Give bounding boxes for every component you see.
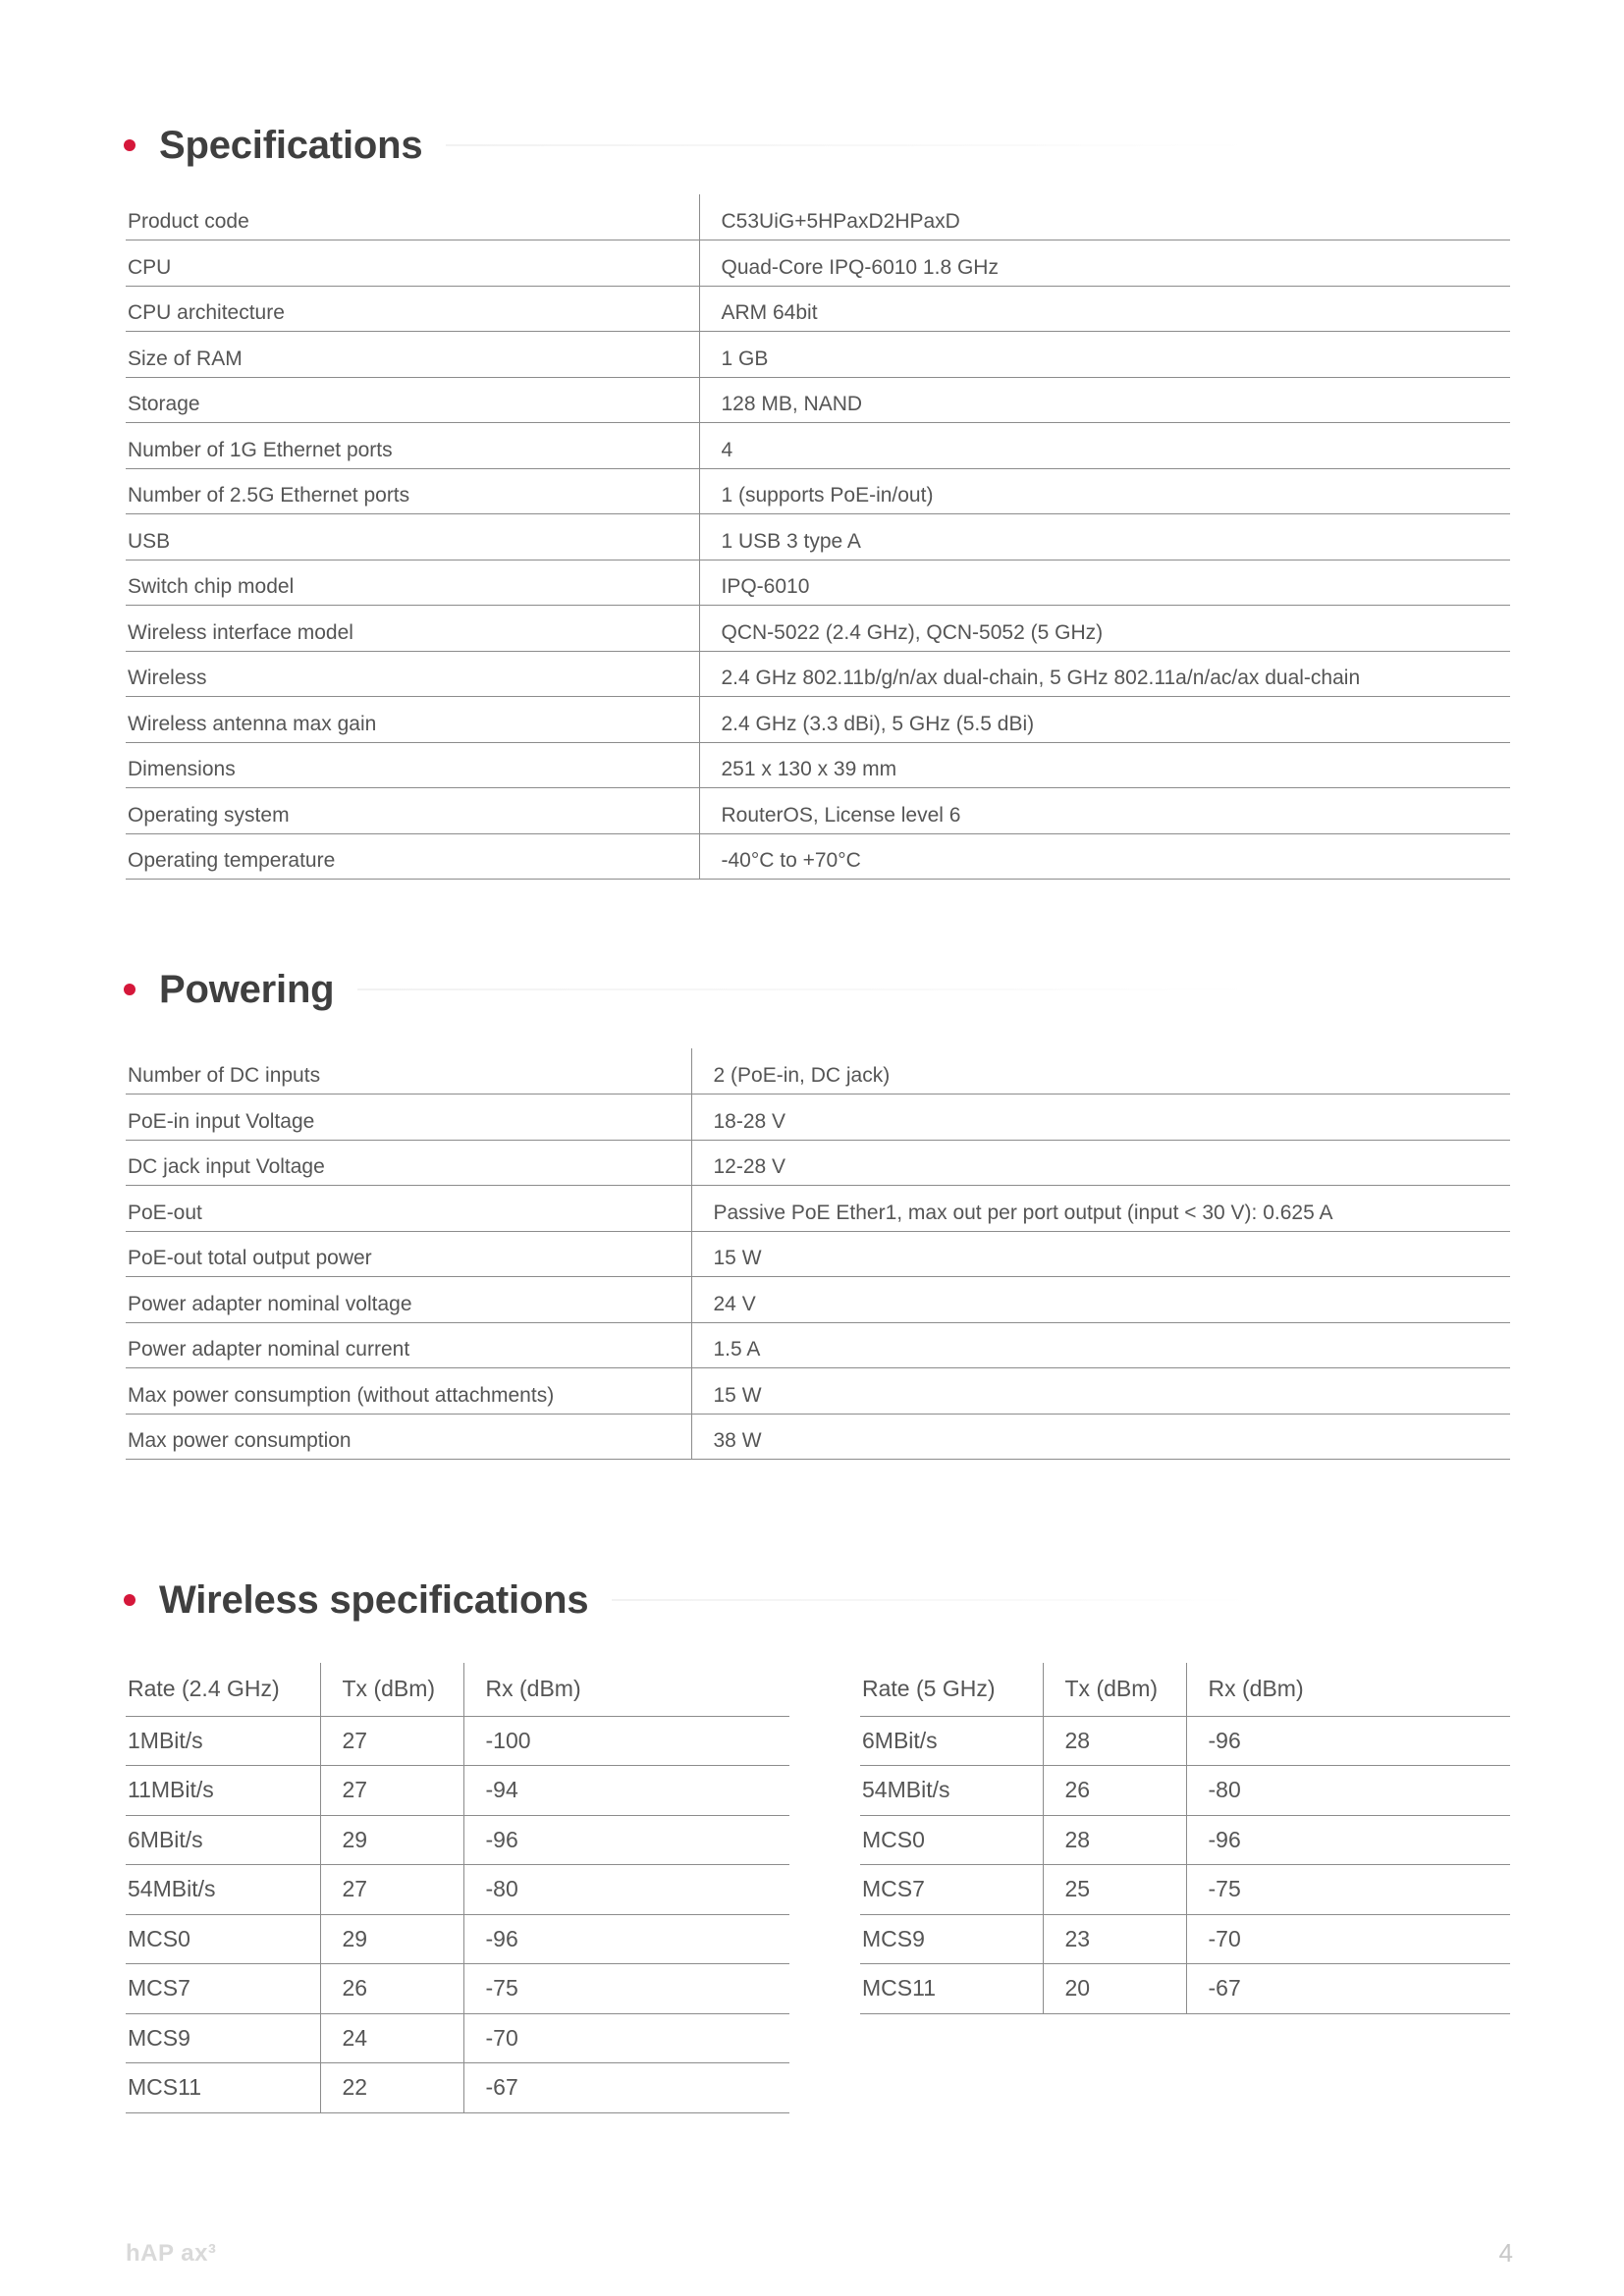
rate-cell: MCS0 (860, 1815, 1043, 1865)
rx-cell: -67 (1186, 1964, 1510, 2014)
spec-value: 18-28 V (691, 1095, 1510, 1141)
spec-label: Storage (126, 377, 699, 423)
rate-cell: MCS11 (126, 2063, 320, 2113)
tx-cell: 26 (320, 1964, 463, 2014)
rate-cell: MCS9 (860, 1914, 1043, 1964)
table-row (126, 1322, 1510, 1368)
spec-value: C53UiG+5HPaxD2HPaxD (699, 194, 1510, 240)
table-row (126, 240, 1510, 287)
rate-cell: 11MBit/s (126, 1766, 320, 1816)
table-row (126, 833, 1510, 880)
spec-value: 24 V (691, 1277, 1510, 1323)
title-divider (446, 144, 1253, 146)
tx-cell: 27 (320, 1716, 463, 1766)
tx-cell: 29 (320, 1914, 463, 1964)
spec-value: 12-28 V (691, 1140, 1510, 1186)
table-row (126, 1095, 1510, 1141)
rx-cell: -80 (463, 1865, 789, 1915)
table-row (126, 697, 1510, 743)
spec-label: Size of RAM (126, 332, 699, 378)
table-row (860, 1716, 1510, 1766)
powering-header (124, 960, 1508, 1019)
spec-label: Product code (126, 194, 699, 240)
table-row (126, 1277, 1510, 1323)
spec-value: 1 (supports PoE-in/out) (699, 468, 1510, 514)
table-row (860, 1815, 1510, 1865)
rate-cell: MCS7 (860, 1865, 1043, 1915)
table-row (126, 560, 1510, 606)
rate-cell: 6MBit/s (126, 1815, 320, 1865)
tx-cell: 22 (320, 2063, 463, 2113)
rate-cell: 54MBit/s (860, 1766, 1043, 1816)
spec-value: Quad-Core IPQ-6010 1.8 GHz (699, 240, 1510, 287)
table-row (126, 423, 1510, 469)
table-row (126, 377, 1510, 423)
table-header-row (126, 1663, 789, 1716)
rate-cell: 6MBit/s (860, 1716, 1043, 1766)
spec-value: Passive PoE Ether1, max out per port output (input < 30 V): 0.625 A (691, 1186, 1510, 1232)
bullet-icon (124, 984, 135, 995)
wireless-title: Wireless specifications (159, 1577, 589, 1622)
tx-cell: 28 (1043, 1815, 1186, 1865)
rx-cell: -94 (463, 1766, 789, 1816)
spec-value: 1 GB (699, 332, 1510, 378)
spec-label: Max power consumption (without attachments) (126, 1368, 691, 1415)
spec-label: Switch chip model (126, 560, 699, 606)
specifications-rows (126, 194, 1510, 880)
spec-label: Power adapter nominal voltage (126, 1277, 691, 1323)
spec-label: Number of 1G Ethernet ports (126, 423, 699, 469)
spec-label: Number of DC inputs (126, 1048, 691, 1095)
rx-cell: -75 (463, 1964, 789, 2014)
spec-label: Number of 2.5G Ethernet ports (126, 468, 699, 514)
title-divider (612, 1599, 1253, 1601)
table-row (126, 2063, 789, 2113)
tx-cell: 29 (320, 1815, 463, 1865)
table-row (126, 286, 1510, 332)
table-header-row (860, 1663, 1510, 1716)
spec-value: ARM 64bit (699, 286, 1510, 332)
wireless-5ghz-table (860, 1663, 1510, 2014)
powering-table (126, 1048, 1510, 1460)
powering-title: Powering (159, 967, 335, 1011)
rate-cell: 54MBit/s (126, 1865, 320, 1915)
spec-value: 2.4 GHz (3.3 dBi), 5 GHz (5.5 dBi) (699, 697, 1510, 743)
rx-cell: -80 (1186, 1766, 1510, 1816)
tx-cell: 27 (320, 1766, 463, 1816)
spec-label: Operating system (126, 788, 699, 834)
rx-cell: -70 (1186, 1914, 1510, 1964)
table-row (126, 1914, 789, 1964)
table-row (126, 1815, 789, 1865)
table-row (860, 1865, 1510, 1915)
title-divider (357, 988, 1253, 990)
table-row (126, 1048, 1510, 1095)
table-row (126, 1140, 1510, 1186)
rate-cell: MCS0 (126, 1914, 320, 1964)
rx-cell: -70 (463, 2013, 789, 2063)
rx-cell: -96 (463, 1914, 789, 1964)
tx-cell: 27 (320, 1865, 463, 1915)
specifications-table (126, 194, 1510, 880)
table-row (126, 1231, 1510, 1277)
column-header: Tx (dBm) (320, 1663, 463, 1716)
column-header: Tx (dBm) (1043, 1663, 1186, 1716)
table-row (126, 1865, 789, 1915)
bullet-icon (124, 1594, 135, 1606)
spec-value: 1 USB 3 type A (699, 514, 1510, 561)
table-row (860, 1964, 1510, 2014)
table-row (126, 788, 1510, 834)
rate-cell: MCS9 (126, 2013, 320, 2063)
spec-label: CPU architecture (126, 286, 699, 332)
rx-cell: -67 (463, 2063, 789, 2113)
table-row (126, 742, 1510, 788)
wireless-header (124, 1571, 1508, 1629)
rate-cell: MCS7 (126, 1964, 320, 2014)
spec-value: RouterOS, License level 6 (699, 788, 1510, 834)
column-header: Rx (dBm) (1186, 1663, 1510, 1716)
tx-cell: 23 (1043, 1914, 1186, 1964)
spec-label: CPU (126, 240, 699, 287)
rx-cell: -75 (1186, 1865, 1510, 1915)
table-row (126, 651, 1510, 697)
spec-value: 15 W (691, 1368, 1510, 1415)
table-row (126, 606, 1510, 652)
rx-cell: -96 (463, 1815, 789, 1865)
bullet-icon (124, 139, 135, 151)
rx-cell: -100 (463, 1716, 789, 1766)
spec-value: 38 W (691, 1414, 1510, 1460)
tx-cell: 20 (1043, 1964, 1186, 2014)
spec-value: QCN-5022 (2.4 GHz), QCN-5052 (5 GHz) (699, 606, 1510, 652)
table-row (860, 1914, 1510, 1964)
table-row (126, 468, 1510, 514)
table-row (126, 2013, 789, 2063)
table-row (126, 332, 1510, 378)
tx-cell: 25 (1043, 1865, 1186, 1915)
rate-cell: 1MBit/s (126, 1716, 320, 1766)
spec-value: 2.4 GHz 802.11b/g/n/ax dual-chain, 5 GHz 802.11a/n/ac/ax dual-chain (699, 651, 1510, 697)
spec-value: 128 MB, NAND (699, 377, 1510, 423)
spec-value: 15 W (691, 1231, 1510, 1277)
table-row (126, 1186, 1510, 1232)
rx-cell: -96 (1186, 1815, 1510, 1865)
spec-value: 251 x 130 x 39 mm (699, 742, 1510, 788)
rx-cell: -96 (1186, 1716, 1510, 1766)
spec-label: PoE-in input Voltage (126, 1095, 691, 1141)
spec-label: Max power consumption (126, 1414, 691, 1460)
spec-value: 1.5 A (691, 1322, 1510, 1368)
column-header: Rate (5 GHz) (860, 1663, 1043, 1716)
spec-value: 4 (699, 423, 1510, 469)
tx-cell: 24 (320, 2013, 463, 2063)
specifications-header (124, 116, 1508, 175)
column-header: Rx (dBm) (463, 1663, 789, 1716)
page-number: 4 (1498, 2238, 1513, 2268)
table-row (860, 1766, 1510, 1816)
spec-value: 2 (PoE-in, DC jack) (691, 1048, 1510, 1095)
spec-label: DC jack input Voltage (126, 1140, 691, 1186)
table-row (126, 514, 1510, 561)
spec-label: PoE-out total output power (126, 1231, 691, 1277)
table-row (126, 1368, 1510, 1415)
wireless-2-4ghz-table (126, 1663, 789, 2113)
spec-label: Wireless (126, 651, 699, 697)
tx-cell: 28 (1043, 1716, 1186, 1766)
spec-label: Power adapter nominal current (126, 1322, 691, 1368)
spec-label: Dimensions (126, 742, 699, 788)
table-row (126, 1964, 789, 2014)
table-row (126, 1766, 789, 1816)
spec-label: PoE-out (126, 1186, 691, 1232)
table-row (126, 194, 1510, 240)
column-header: Rate (2.4 GHz) (126, 1663, 320, 1716)
table-row (126, 1414, 1510, 1460)
spec-label: Wireless interface model (126, 606, 699, 652)
spec-label: Operating temperature (126, 833, 699, 880)
spec-value: IPQ-6010 (699, 560, 1510, 606)
rate-cell: MCS11 (860, 1964, 1043, 2014)
spec-label: USB (126, 514, 699, 561)
powering-rows (126, 1048, 1510, 1460)
specifications-title: Specifications (159, 123, 423, 167)
spec-value: -40°C to +70°C (699, 833, 1510, 880)
footer-brand: hAP ax³ (126, 2240, 217, 2267)
spec-label: Wireless antenna max gain (126, 697, 699, 743)
table-row (126, 1716, 789, 1766)
tx-cell: 26 (1043, 1766, 1186, 1816)
